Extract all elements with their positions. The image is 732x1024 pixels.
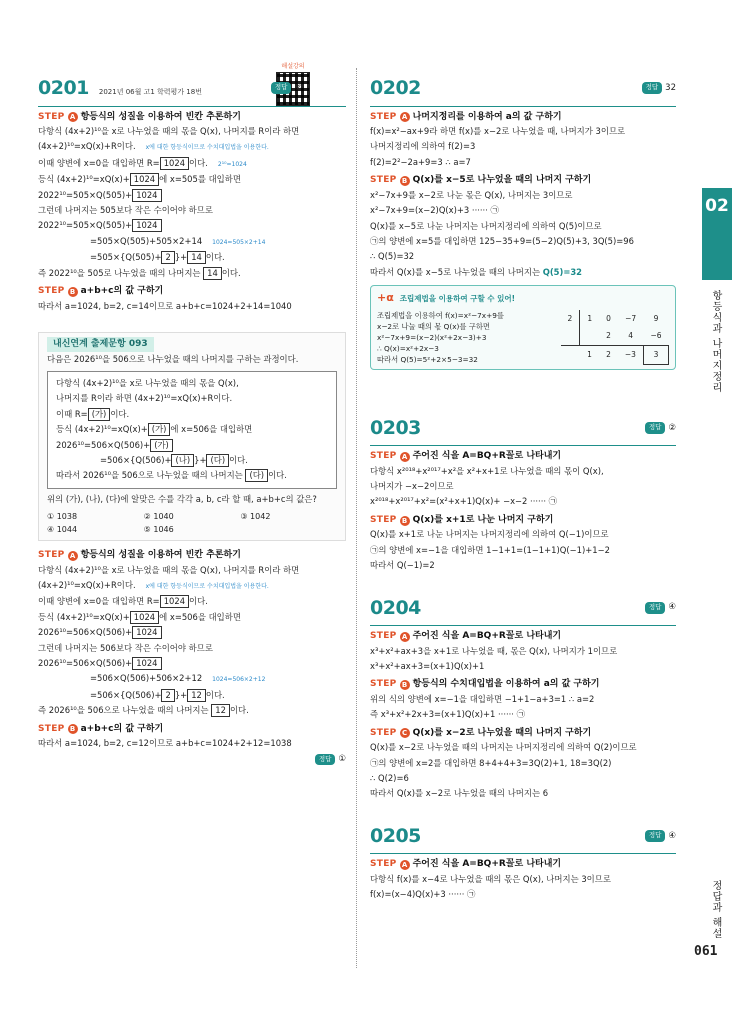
- choice[interactable]: ⑤ 1046: [143, 525, 174, 535]
- synthetic-division-table: 2 1 0 −7 9 2 4 −6 1 2 −3 3: [561, 310, 669, 365]
- answer-badge: 정답 ④: [645, 601, 676, 614]
- text-line: =505×Q(505)+505×2+14 1024=505×2+14: [90, 235, 266, 246]
- step-b-heading: STEP B a+b+c의 값 구하기: [38, 286, 164, 297]
- problem-header-0202: 0202 정답 32: [370, 77, 676, 99]
- text-line: 이때 양변에 x=0을 대입하면 R= 1024 이다. 2¹⁰=1024: [38, 157, 247, 168]
- linked-problem-title: 내신연계 출제문항 093: [47, 337, 154, 353]
- text-line: 그런데 나머지는 505보다 작은 수이어야 하므로: [38, 205, 213, 216]
- step-a-heading: STEP A 항등식의 성질을 이용하여 빈칸 추론하기: [38, 550, 241, 561]
- answer-badge: 정답 32: [642, 82, 676, 95]
- text-line: 따라서 a=1024, b=2, c=14이므로 a+b+c=1024+2+14=1040: [38, 300, 292, 311]
- qr-caption: 해설강의: [281, 63, 305, 70]
- problem-number: 0201: [38, 77, 89, 99]
- answer-choices: [47, 510, 337, 536]
- question-text: 다음은 2026¹⁰을 506으로 나누었을 때의 나머지를 구하는 과정이다.: [47, 354, 299, 365]
- answer-badge: 정답 ①: [315, 753, 346, 766]
- problem-header-0204: 0204 정답 ④: [370, 596, 676, 619]
- step-a-heading: STEP A 항등식의 성질을 이용하여 빈칸 추론하기: [38, 111, 241, 122]
- left-column: 0201 2021년 06월 고1 학력평가 18번 정답 ② STEP A 항등식의 성질을 이용하여 빈칸 추론하기 다항식 (4x+2)¹⁰을 x로 나누었을 때의 몫을 Q(x), 나머지를 R이라 하면 (4x+2)¹⁰=xQ(x)+R이다. x에 대한 항등식이므로 수치대입법을 이용한다. 이때 양변에 x=0을 대입하면 R= 1024 이다. 2¹⁰=1024 등식 (4x+2)¹⁰=xQ(x)+ 1024 에 x=505를 대입하면 2022¹⁰=505×Q(505)+ 1024 그런데 나머지는 505보다 작은 수이어야 하므로 2022¹⁰=505×Q(505)+ 1024 =505×Q(505)+505×2+14 1024=505×2+14 =505×{Q(505)+ 2 }+ 14 이다. 즉 2022¹⁰을 505로 나누었을 때의 나머지는 14 이다. STEP B a+b+c의 값 구하기 따라서 a=1024, b=2, c=14이므로 a+b+c=1024+2+14=1040 내신연계 출제문항 093 다음은 2026¹⁰을 506으로 나누었을 때의 나머지를 구하는 과정이다. 다항식 (4x+2)¹⁰을 x로 나누었을 때의 몫을 Q(x), 나머지를 R이라 하면 (4x+2)¹⁰=xQ(x)+R이다. 이때 R= (가) 이다. 등식 (4x+2)¹⁰=xQ(x)+ (가) 에 x=506을 대입하면 2026¹⁰=506×Q(506)+ (가) =506×{Q(506)+ (나) }+ (다) 이다. 따라서 2026¹⁰을 506으로 나누었을 때의 나머지는 (다) 이다. 위의 (가), (나), (다)에 알맞은 수를 각각 a, b, c라 할 때, a+b+c의 값은? ① 1038 ② 1040 ③ 1042 ④ 1044 ⑤ 1046 STEP A 항등식의 성질을 이용하여 빈칸 추론하기 다항식 (4x+2)¹⁰을 x로 나누었을 때의 몫을 Q(x), 나머지를 R이라 하면 (4x+2)¹⁰=xQ(x)+R이다. x에 대한 항등식이므로 수치대입법을 이용한다. 이때 양변에 x=0을 대입하면 R= 1024 이다. 등식 (4x+2)¹⁰=xQ(x)+ 1024 에 x=506을 대입하면 2026¹⁰=506×Q(506)+ 1024 그런데 나머지는 506보다 작은 수이어야 하므로 2026¹⁰=506×Q(506)+ 1024 =506×Q(506)+506×2+12 1024=506×2+12 =506×{Q(506)+ 2 }+ 12 이다. 즉 2026¹⁰을 506으로 나누었을 때의 나머지는 12 이다. STEP B a+b+c의 값 구하기 따라서 a=1024, b=2, c=12이므로 a+b+c=1024+2+12=1038 정답 ①: [38, 0, 346, 1024]
- right-column: 0202 정답 32 STEP A 나머지정리를 이용하여 a의 값 구하기 f(x)=x²−ax+9라 하면 f(x)를 x−2로 나누었을 때, 나머지가 3이므로 나머지정리에 의하여 f(2)=3 f(2)=2²−2a+9=3 ∴ a=7 STEP B Q(x)를 x−5로 나누었을 때의 나머지 구하기 x²−7x+9를 x−2로 나눈 몫은 Q(x), 나머지는 3이므로 x²−7x+9=(x−2)Q(x)+3 ······ ㉠ Q(x)를 x−5로 나눈 나머지는 나머지정리에 의하여 Q(5)이므로 ㉠의 양변에 x=5를 대입하면 125−35+9=(5−2)Q(5)+3, 3Q(5)=96 ∴ Q(5)=32 따라서 Q(x)를 x−5로 나누었을 때의 나머지는 Q(5)=32 +α 조립제법을 이용하여 구할 수 있어! 조립제법을 이용하여 f(x)=x²−7x+9를 x−2로 나눌 때의 몫 Q(x)를 구하면 x²−7x+9=(x−2)(x²+2x−3)+3 ∴ Q(x)=x²+2x−3 따라서 Q(5)=5²+2×5−3=32 2 1 0 −7 9 2 4 −6 1 2 −3 3 0203 정답 ② STEP A 주어진 식을 A=BQ+R꼴로 나타내기 다항식 x²⁰¹⁸+x²⁰¹⁷+x²을 x²+x+1로 나누었을 때의 몫이 Q(x), 나머지가 −x−2이므로 x²⁰¹⁸+x²⁰¹⁷+x²=(x²+x+1)Q(x)+ −x−2 ······ ㉠ STEP B Q(x)를 x+1로 나눈 나머지 구하기 Q(x)를 x+1로 나눈 나머지는 나머지정리에 의하여 Q(−1)이므로 ㉠의 양변에 x=−1을 대입하면 1−1+1=(1−1+1)Q(−1)+1−2 따라서 Q(−1)=2 0204 정답 ④ STEP A 주어진 식을 A=BQ+R꼴로 나타내기 x³+x²+ax+3을 x+1로 나누었을 때, 몫은 Q(x), 나머지가 1이므로 x³+x²+ax+3=(x+1)Q(x)+1 STEP B 항등식의 수치대입법을 이용하여 a의 값 구하기 위의 식의 양변에 x=−1을 대입하면 −1+1−a+3=1 ∴ a=2 즉 x³+x²+2x+3=(x+1)Q(x)+1 ······ ㉠ STEP C Q(x)를 x−2로 나누었을 때의 나머지 구하기 Q(x)를 x−2로 나누었을 때의 나머지는 나머지정리에 의하여 Q(2)이므로 ㉠의 양변에 x=2를 대입하면 8+4+4+3=3Q(2)+1, 18=3Q(2) ∴ Q(2)=6 따라서 Q(x)를 x−2로 나누었을 때의 나머지는 6 0205 정답 ④ STEP A 주어진 식을 A=BQ+R꼴로 나타내기 다항식 f(x)를 x−4로 나누었을 때의 몫은 Q(x), 나머지는 3이므로 f(x)=(x−4)Q(x)+3 ······ ㉠: [370, 0, 676, 1024]
- plus-alpha-icon: +α: [377, 291, 394, 305]
- text-line: 다항식 (4x+2)¹⁰을 x로 나누었을 때의 몫을 Q(x), 나머지를 R이라 하면: [38, 126, 300, 136]
- answer-badge: 정답 ②: [271, 82, 302, 95]
- problem-header-0203: 0203 정답 ②: [370, 416, 676, 439]
- page-number: 061: [694, 944, 718, 959]
- choice[interactable]: ② 1040: [143, 512, 174, 522]
- choice[interactable]: ④ 1044: [47, 525, 78, 535]
- problem-header-0205: 0205 정답 ④: [370, 824, 676, 847]
- column-divider: [356, 68, 357, 968]
- text-line: =505×{Q(505)+ 2 }+ 14 이다.: [90, 252, 225, 263]
- linked-problem: [38, 332, 346, 541]
- answer-badge: 정답 ④: [645, 830, 676, 843]
- proof-box: 다항식 (4x+2)¹⁰을 x로 나누었을 때의 몫을 Q(x), 나머지를 R이라 하면 (4x+2)¹⁰=xQ(x)+R이다. 이때 R= (가) 이다. 등식 (4x+2)¹⁰=xQ(x)+ (가) 에 x=506을 대입하면 2026¹⁰=506×Q(506)+ (가) =506×{Q(506)+ (나) }+ (다) 이다. 따라서 2026¹⁰을 506으로 나누었을 때의 나머지는 (다) 이다.: [47, 371, 337, 489]
- text-line: (4x+2)¹⁰=xQ(x)+R이다. x에 대한 항등식이므로 수치대입법을 이용한다.: [38, 141, 269, 152]
- choice[interactable]: ① 1038: [47, 512, 78, 522]
- answer-badge: 정답 ②: [645, 422, 676, 435]
- text-line: 2022¹⁰=505×Q(505)+ 1024: [38, 218, 346, 233]
- footer-label: 정답과 해설: [710, 880, 721, 940]
- problem-source: 2021년 06월 고1 학력평가 18번: [98, 88, 202, 96]
- text-line: 2022¹⁰=505×Q(505)+ 1024: [38, 188, 346, 203]
- chapter-tab[interactable]: 02: [702, 188, 732, 280]
- problem-header-0201: [38, 74, 346, 103]
- text-line: 등식 (4x+2)¹⁰=xQ(x)+ 1024 에 x=505를 대입하면: [38, 174, 241, 185]
- text-line: 즉 2022¹⁰을 505로 나누었을 때의 나머지는 14 이다.: [38, 267, 241, 278]
- question-text: 위의 (가), (나), (다)에 알맞은 수를 각각 a, b, c라 할 때, a+b+c의 값은?: [47, 493, 317, 504]
- choice[interactable]: ③ 1042: [240, 512, 271, 522]
- step-b-heading: STEP B a+b+c의 값 구하기: [38, 723, 164, 734]
- synthetic-division-box: +α 조립제법을 이용하여 구할 수 있어! 조립제법을 이용하여 f(x)=x²−7x+9를 x−2로 나눌 때의 몫 Q(x)를 구하면 x²−7x+9=(x−2)(x²+2x−3)+3 ∴ Q(x)=x²+2x−3 따라서 Q(5)=5²+2×5−3=32 2 1 0 −7 9 2 4 −6 1 2 −3 3: [370, 285, 676, 370]
- chapter-title: 항등식과 나머지정리: [710, 290, 721, 394]
